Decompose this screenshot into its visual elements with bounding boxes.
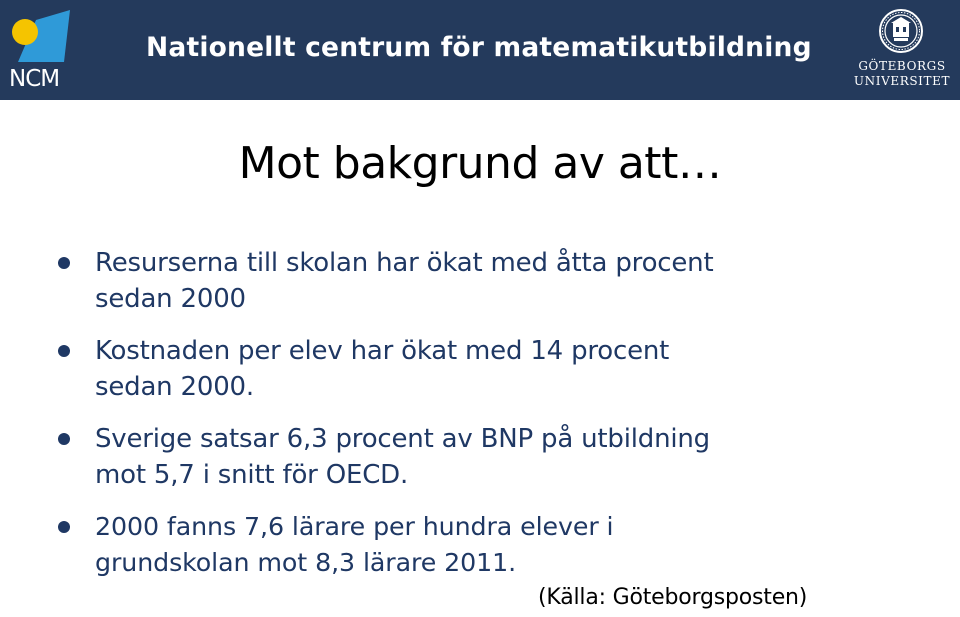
bullet-line: Sverige satsar 6,3 procent av BNP på utbildning — [95, 424, 710, 454]
bullet-dot-icon — [58, 345, 70, 357]
bullet-item — [58, 333, 938, 405]
university-seal-icon — [879, 9, 923, 53]
slide-title: Mot bakgrund av att… — [238, 138, 722, 189]
bullet-dot-icon — [58, 433, 70, 445]
organization-title: Nationellt centrum för matematikutbildning — [146, 32, 812, 63]
university-name — [848, 59, 956, 89]
university-name-line2: UNIVERSITET — [853, 74, 951, 88]
bullet-line: grundskolan mot 8,3 lärare 2011. — [95, 548, 517, 577]
bullet-line: mot 5,7 i snitt för OECD. — [95, 460, 409, 490]
bullet-list — [58, 245, 938, 597]
bullet-line: Resurserna till skolan har ökat med åtta procent — [95, 248, 714, 278]
bullet-line: 2000 fanns 7,6 lärare per hundra elever i — [95, 512, 614, 541]
bullet-line: sedan 2000. — [95, 372, 254, 402]
bullet-line: sedan 2000 — [95, 284, 246, 314]
bullet-dot-icon — [58, 257, 70, 269]
university-name-line1: GÖTEBORGS — [858, 59, 946, 73]
header-banner — [0, 0, 960, 100]
ncm-logo-text: NCM — [9, 66, 60, 92]
bullet-item — [58, 245, 938, 317]
bullet-line: Kostnaden per elev har ökat med 14 procent — [95, 336, 670, 366]
bullet-item — [58, 421, 938, 493]
bullet-dot-icon — [58, 521, 70, 533]
source-citation: (Källa: Göteborgsposten) — [538, 585, 808, 610]
bullet-item — [58, 509, 938, 581]
